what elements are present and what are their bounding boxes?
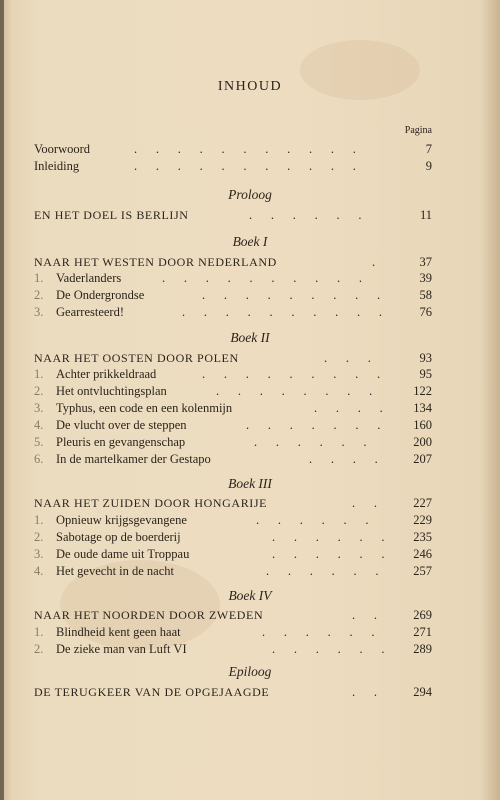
- chapter-number: 1.: [34, 271, 44, 285]
- chapter-title: Blindheid kent geen haat: [56, 625, 181, 639]
- dot-leader: . . . . . . . . . .: [162, 271, 362, 285]
- toc-chapter-label: [34, 563, 174, 579]
- book-spine-shadow: [0, 0, 4, 800]
- chapter-number: 2.: [34, 530, 44, 544]
- toc-chapter: [34, 529, 432, 545]
- dot-leader: . . . . . .: [266, 564, 379, 578]
- toc-chapter: [34, 287, 432, 303]
- chapter-number: 2.: [34, 642, 44, 656]
- chapter-number: 6.: [34, 452, 44, 466]
- toc-chapter-label: [34, 270, 121, 286]
- toc-entry-page: 11: [419, 208, 432, 222]
- toc-entry-voorwoord: [34, 141, 432, 157]
- dot-leader: . . . . . . . . . . .: [134, 142, 356, 156]
- toc-chapter-label: [34, 287, 144, 303]
- section-heading-boek-3: Boek III: [228, 476, 272, 491]
- toc-entry-label: NAAR HET ZUIDEN DOOR HONGARIJE: [34, 496, 268, 510]
- toc-chapter: [34, 366, 432, 382]
- toc-entry-label: Voorwoord: [34, 142, 91, 156]
- toc-entry-label: NAAR HET NOORDEN DOOR ZWEDEN: [34, 608, 264, 622]
- chapter-title: De vlucht over de steppen: [56, 418, 187, 432]
- dot-leader: . . . . . .: [272, 547, 385, 561]
- chapter-title: Pleuris en gevangenschap: [56, 435, 186, 449]
- toc-entry-epiloog: [34, 684, 432, 700]
- toc-entry-page: 37: [419, 255, 432, 269]
- section-heading-proloog: Proloog: [228, 187, 272, 202]
- chapter-number: 1.: [34, 625, 44, 639]
- toc-chapter: [34, 624, 432, 640]
- toc-chapter-label: [34, 529, 181, 545]
- toc-chapter: [34, 434, 432, 450]
- chapter-number: 2.: [34, 384, 44, 398]
- toc-chapter-label: [34, 434, 185, 450]
- toc-entry-page: 9: [425, 159, 432, 173]
- toc-chapter: [34, 270, 432, 286]
- toc-entry-page: 58: [419, 288, 432, 302]
- dot-leader: . . . . . . . .: [216, 384, 373, 398]
- dot-leader: . . . . . .: [254, 435, 367, 449]
- chapter-title: De zieke man van Luft VI: [56, 642, 187, 656]
- toc-entry-page: 235: [413, 530, 432, 544]
- dot-leader: . . . . . .: [272, 642, 385, 656]
- chapter-title: Het gevecht in de nacht: [56, 564, 175, 578]
- toc-chapter: [34, 383, 432, 399]
- chapter-number: 2.: [34, 288, 44, 302]
- toc-entry-page: 246: [413, 547, 432, 561]
- toc-entry-page: 271: [413, 625, 432, 639]
- toc-entry-label: NAAR HET OOSTEN DOOR POLEN: [34, 351, 239, 365]
- dot-leader: .: [372, 255, 376, 269]
- dot-leader: . . . . . . . . . .: [182, 305, 382, 319]
- chapter-title: De oude dame uit Troppau: [56, 547, 190, 561]
- dot-leader: . . . . . .: [256, 513, 369, 527]
- toc-entry-label: EN HET DOEL IS BERLIJN: [34, 208, 189, 222]
- chapter-title: De Ondergrondse: [56, 288, 145, 302]
- toc-entry-page: 76: [419, 305, 432, 319]
- toc-entry-book: [34, 254, 432, 270]
- toc-chapter-label: [34, 512, 187, 528]
- toc-entry-page: 229: [413, 513, 432, 527]
- toc-entry-page: 134: [413, 401, 432, 415]
- section-heading-boek-4: Boek IV: [228, 588, 272, 603]
- section-heading-epiloog: Epiloog: [228, 664, 272, 679]
- toc-entry-label: Inleiding: [34, 159, 80, 173]
- toc-chapter: [34, 451, 432, 467]
- toc-entry-proloog: [34, 207, 432, 223]
- toc-chapter: [34, 304, 432, 320]
- dot-leader: . . . . . . . . .: [202, 367, 381, 381]
- chapter-title: Opnieuw krijgsgevangene: [56, 513, 187, 527]
- dot-leader: . . . . . . .: [246, 418, 381, 432]
- toc-entry-page: 95: [419, 367, 432, 381]
- dot-leader: . . . . . .: [262, 625, 375, 639]
- toc-entry-page: 207: [413, 452, 432, 466]
- toc-chapter-label: [34, 383, 167, 399]
- chapter-title: Gearresteerd!: [56, 305, 125, 319]
- dot-leader: . . . .: [314, 401, 383, 415]
- toc-entry-page: 93: [419, 351, 432, 365]
- chapter-number: 1.: [34, 513, 44, 527]
- chapter-number: 4.: [34, 564, 44, 578]
- toc-entry-page: 294: [413, 685, 432, 699]
- dot-leader: . . . . . . . . . . .: [134, 159, 356, 173]
- toc-chapter-label: [34, 624, 181, 640]
- toc-entry-page: 200: [413, 435, 432, 449]
- toc-chapter: [34, 641, 432, 657]
- chapter-number: 3.: [34, 401, 44, 415]
- toc-chapter-label: [34, 304, 124, 320]
- chapter-title: Achter prikkeldraad: [56, 367, 157, 381]
- toc-chapter: [34, 563, 432, 579]
- toc-entry-label: NAAR HET WESTEN DOOR NEDERLAND: [34, 255, 277, 269]
- dot-leader: . . . . . . . . .: [202, 288, 381, 302]
- toc-entry-book: [34, 350, 432, 366]
- chapter-title: Het ontvluchtingsplan: [56, 384, 167, 398]
- toc-entry-page: 257: [413, 564, 432, 578]
- page-title: INHOUD: [217, 79, 283, 94]
- toc-chapter-label: [34, 417, 187, 433]
- dot-leader: . .: [352, 496, 377, 510]
- chapter-title: Sabotage op de boerderij: [56, 530, 181, 544]
- toc-entry-page: 160: [413, 418, 432, 432]
- toc-chapter-label: [34, 546, 189, 562]
- toc-entry-page: 39: [419, 271, 432, 285]
- toc-entry-page: 227: [413, 496, 432, 510]
- toc-entry-page: 289: [413, 642, 432, 656]
- chapter-title: Typhus, een code en een kolenmijn: [56, 401, 233, 415]
- chapter-number: 3.: [34, 305, 44, 319]
- dot-leader: . . .: [324, 351, 371, 365]
- toc-entry-page: 7: [425, 142, 432, 156]
- chapter-title: In de martelkamer der Gestapo: [56, 452, 211, 466]
- toc-entry-label: DE TERUGKEER VAN DE OPGEJAAGDE: [34, 685, 270, 699]
- pagina-column-header: Pagina: [404, 125, 432, 136]
- dot-leader: . . . . . .: [249, 208, 362, 222]
- toc-entry-page: 269: [413, 608, 432, 622]
- section-heading-boek-1: Boek I: [232, 234, 268, 249]
- toc-chapter: [34, 546, 432, 562]
- toc-chapter-label: [34, 641, 187, 657]
- toc-entry-inleiding: [34, 158, 432, 174]
- toc-entry-book: [34, 495, 432, 511]
- dot-leader: . .: [352, 608, 377, 622]
- chapter-number: 4.: [34, 418, 44, 432]
- chapter-number: 5.: [34, 435, 44, 449]
- toc-entry-book: [34, 607, 432, 623]
- chapter-number: 1.: [34, 367, 44, 381]
- dot-leader: . . . .: [309, 452, 378, 466]
- chapter-title: Vaderlanders: [56, 271, 122, 285]
- dot-leader: . . . . . .: [272, 530, 385, 544]
- toc-chapter-label: [34, 366, 156, 382]
- toc-chapter: [34, 417, 432, 433]
- toc-entry-page: 122: [413, 384, 432, 398]
- toc-chapter-label: [34, 451, 211, 467]
- toc-chapter-label: [34, 400, 232, 416]
- dot-leader: . .: [352, 685, 377, 699]
- section-heading-boek-2: Boek II: [230, 330, 270, 345]
- chapter-number: 3.: [34, 547, 44, 561]
- toc-chapter: [34, 512, 432, 528]
- toc-chapter: [34, 400, 432, 416]
